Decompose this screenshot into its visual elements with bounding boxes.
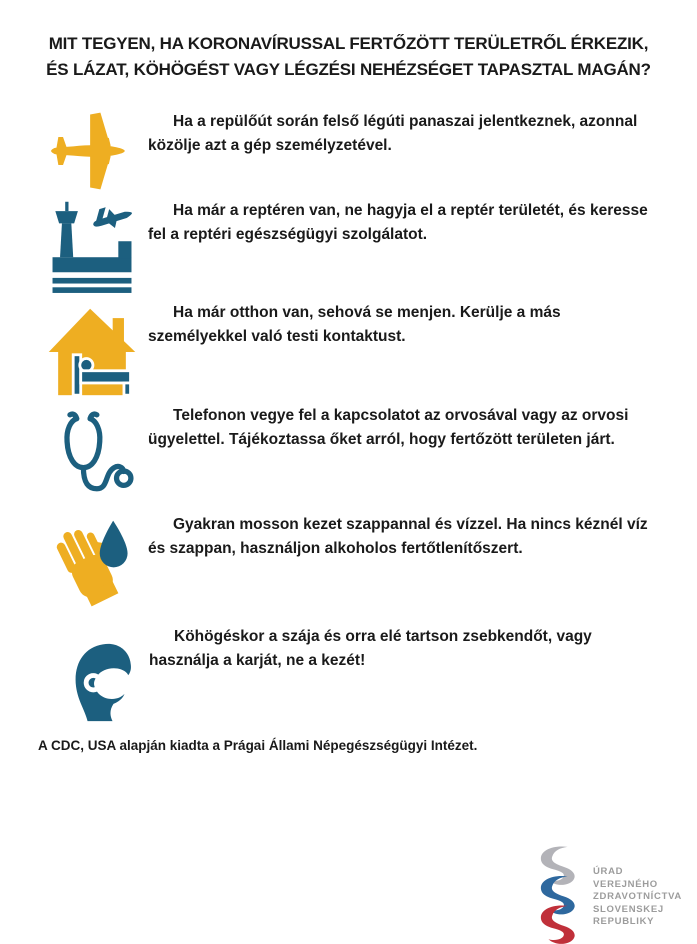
- logo-text-line: SLOVENSKEJ: [593, 903, 664, 915]
- logo-text-line: VEREJNÉHO: [593, 878, 658, 890]
- source-note: A CDC, USA alapján kiadta a Prágai Állami Népegészségügyi Intézet.: [38, 738, 478, 753]
- instruction-row: [45, 108, 653, 197]
- instruction-text: Telefonon vegye fel a kapcsolatot az orvosával vagy az orvosi ügyelettel. Tájékoztassa őket arról, hogy fertőzött területen járt.: [148, 407, 629, 448]
- instruction-row: [45, 623, 653, 729]
- home-isolation-icon: [45, 299, 148, 399]
- logo-text-line: ZDRAVOTNÍCTVA: [593, 891, 682, 902]
- page-title: [30, 31, 667, 83]
- page-title-line2: ÉS LÁZAT, KÖHÖGÉST VAGY LÉGZÉSI NEHÉZSÉGET TAPASZTAL MAGÁN?: [46, 60, 651, 79]
- instruction-text: Köhögéskor a szája és orra elé tartson zsebkendőt, vagy használja a karját, ne a kezét!: [149, 628, 592, 669]
- stethoscope-icon: [45, 402, 148, 508]
- instruction-row: [45, 299, 653, 402]
- logo-text-line: REPUBLIKY: [593, 916, 655, 927]
- page-title-line1: MIT TEGYEN, HA KORONAVÍRUSSAL FERTŐZÖTT TERÜLETRŐL ÉRKEZIK,: [48, 34, 649, 53]
- public-health-authority-logo: [536, 845, 682, 944]
- instruction-text: Gyakran mosson kezet szappannal és vízzel. Ha nincs kéznél víz és szappan, használjon alkoholos fertőtlenítőszert.: [148, 516, 648, 557]
- logo-text-line: ÚRAD: [593, 866, 624, 877]
- instruction-text: Ha már otthon van, sehová se menjen. Kerülje a más személyekkel való testi kontaktust.: [148, 304, 561, 345]
- instruction-row: [45, 402, 653, 511]
- logo-text: [593, 845, 682, 944]
- airport-icon: [45, 197, 148, 293]
- instruction-list: [45, 108, 653, 729]
- instruction-row: [45, 511, 653, 623]
- instruction-text: Ha már a reptéren van, ne hagyja el a reptér területét, és keresse fel a reptéri egészségügyi szolgálatot.: [148, 202, 648, 243]
- face-mask-icon: [45, 623, 149, 727]
- airplane-icon: [45, 108, 148, 194]
- ribbon-logo-icon: [536, 845, 580, 944]
- instruction-text: Ha a repülőút során felső légúti panaszai jelentkeznek, azonnal közölje azt a gép személyzetével.: [148, 113, 638, 154]
- hand-hygiene-icon: [45, 511, 148, 615]
- instruction-row: [45, 197, 653, 299]
